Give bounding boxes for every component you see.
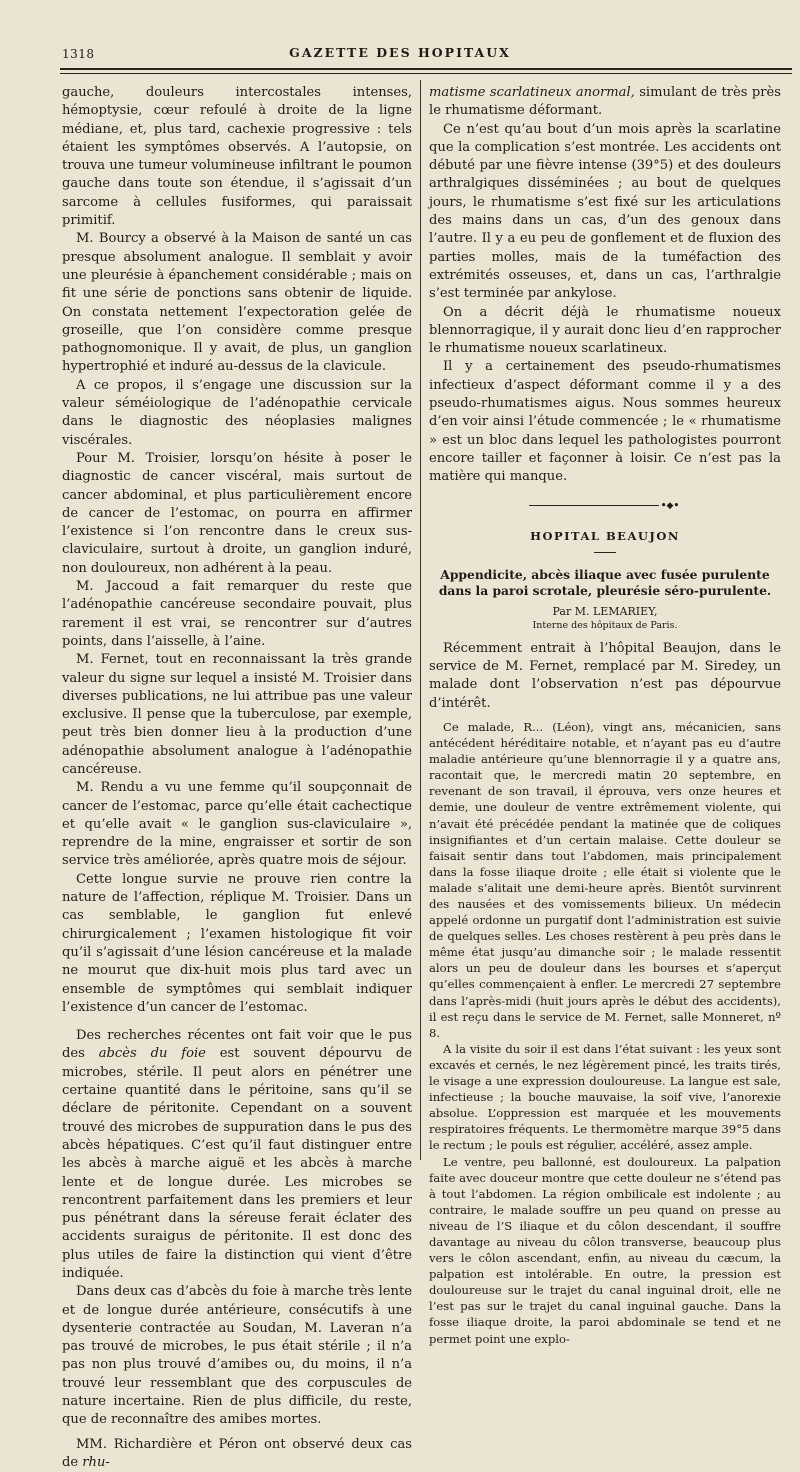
separator-ornament-icon: •◆• — [660, 500, 680, 511]
paragraph: A ce propos, il s’engage une discussion sur la valeur séméiologique de l’adénopathie cervicale dans le diagnostic des néoplasies malignes viscérales. — [62, 377, 412, 448]
paragraph: Ce malade, R... (Léon), vingt ans, mécanicien, sans antécédent héréditaire notable, et n’ayant pas eu d’autre maladie antérieure qu’une blennorragie il y a quatre ans, racontait que, le mercredi matin 20 septembre, en revenant de son travail, il éprouva, vers onze heures et demie, une douleur de ventre extrêmement violente, qui n’avait été précédée pendant la matinée que de coliques insignifiantes et d’un certain malaise. Cette douleur se faisait sentir dans tout l’abdomen, mais principalement dans la fosse iliaque droite ; elle était si violente que le malade s’alitait une demi-heure après. Bientôt survinrent des nausées et des vomissements bilieux. Un médecin appelé ordonne un purgatif dont l’administration est suivie de quelques selles. Les choses restèrent à peu près dans le même état jusqu’au dimanche soir ; le malade ressentit alors un peu de douleur dans les bourses et s’aperçut qu’elles commençaient à enfler. Le mercredi 27 septembre dans l’après-midi (huit jours après le début des accidents), il est reçu dans le service de M. Fernet, salle Monneret, nº 8. — [429, 719, 781, 1040]
paragraph: Dans deux cas d’abcès du foie à marche très lente et de longue durée antérieure, consécutifs à une dysenterie contractée au Soudan, M. Laveran n’a pas trouvé de microbes, le pus était stérile ; il n’a pas non plus trouvé d’amibes ou, du moins, il n’a trouvé leur ressemblant que des corpuscules de nature incertaine. Rien de plus difficile, du reste, que de reconnaître des amibes mortes. — [62, 1284, 412, 1428]
paragraph: Il y a certainement des pseudo-rhumatismes infectieux d’aspect déformant comme il y a des pseudo-rhumatismes aigus. Nous sommes heureux d’en voir ainsi l’étude commencée ; le « rhumatisme » est un bloc dans lequel les pathologistes pourront encore tailler et façonner à loisir. Ce n’est pas la matière qui manque. — [429, 359, 781, 485]
paragraph: Le ventre, peu ballonné, est douloureux. La palpation faite avec douceur montre que cette douleur ne s’étend pas à tout l’abdomen. La région ombilicale est indolente ; au contraire, le malade souffre un peu quand on presse au niveau de l’S iliaque et du côlon descendant, il souffre davantage au niveau du côlon transverse, beaucoup plus vers le côlon ascendant, enfin, au niveau du cæcum, la palpation est intolérable. En outre, la pression est douloureuse sur le trajet du canal inguinal droit, elle ne l’est pas sur le trajet du canal inguinal gauche. Dans la fosse iliaque droite, la paroi abdominale se tend et ne permet point une explo- — [429, 1154, 781, 1346]
author-affiliation: Interne des hôpitaux de Paris. — [532, 619, 678, 631]
section-separator — [429, 497, 781, 516]
italic-term: rhu- — [82, 1454, 110, 1470]
paragraph-gap — [62, 1017, 412, 1027]
paragraph: Pour M. Troisier, lorsqu’on hésite à poser le diagnostic de cancer viscéral, mais surtout de cancer abdominal, et plus particulièrement encore de cancer de l’estomac, on pourra en affirmer l’existence si l’on rencontre dans le creux sus-claviculaire, surtout à droite, un ganglion induré, non douloureux, non adhérent à la peau. — [62, 450, 412, 576]
paragraph: Cette longue survie ne prouve rien contre la nature de l’affection, réplique M. Troisier. Dans un cas semblable, le ganglion fut enlevé chirurgicalement ; l’examen histologique fit voir qu’il s’agissait d’une lésion cancéreuse et la malade ne mourut que dix-huit mois plus tard avec un ensemble de symptômes qui semblait indiquer l’existence d’un cancer de l’estomac. — [62, 871, 412, 1015]
heading-rule — [594, 552, 616, 553]
paragraph — [62, 1027, 412, 1283]
text-run: simulant de très près le rhumatisme déformant. — [429, 85, 781, 119]
separator-line — [529, 505, 659, 506]
header-rule-thick — [60, 68, 792, 70]
italic-term: abcès du foie — [98, 1046, 206, 1062]
section-heading: HOPITAL BEAUJON — [530, 529, 680, 544]
article-title: Appendicite, abcès iliaque avec fusée purulente dans la paroi scrotale, pleurésie séro-purulente. — [438, 566, 772, 598]
page-number: 1318 — [62, 47, 95, 61]
left-column — [62, 84, 412, 1472]
paragraph: Récemment entrait à l’hôpital Beaujon, dans le service de M. Fernet, remplacé par M. Siredey, un malade dont l’observation n’est pas dépourvue d’intérêt. — [429, 640, 781, 711]
paragraph: M. Bourcy a observé à la Maison de santé un cas presque absolument analogue. Il semblait y avoir une pleurésie à épanchement considérable ; mais on fit une série de ponctions sans obtenir de liquide. On constata nettement l’expectoration gelée de groseille, que l’on considère comme presque pathognomonique. Il y avait, de plus, un ganglion hypertrophié et induré au-dessus de la clavicule. — [62, 231, 412, 375]
paragraph: A la visite du soir il est dans l’état suivant : les yeux sont excavés et cernés, le nez légèrement pincé, les traits tirés, le visage a une expression douloureuse. La langue est sale, infectieuse ; la bouche mauvaise, la soif vive, l’anorexie absolue. L’oppression est marquée et les mouvements respiratoires fréquents. Le thermomètre marque 39°5 dans le rectum ; le pouls est régulier, accéléré, assez ample. — [429, 1041, 781, 1153]
paragraph: M. Rendu a vu une femme qu’il soupçonnait de cancer de l’estomac, parce qu’elle était cachectique et qu’elle avait « le ganglion sus-claviculaire », reprendre de la mine, engraisser et sortir de son service très améliorée, après quatre mois de séjour. — [62, 780, 412, 869]
text-run: est souvent dépourvu de microbes, stérile. Il peut alors en pénétrer une certaine quantité dans le péritoine, sans qu’il se déclare de péritonite. Cependant on a souvent trouvé des microbes de suppuration dans le pus des abcès hépatiques. C’est qu’il faut distinguer entre les abcès à marche aiguë et les abcès à marche lente et de longue durée. Les microbes se rencontrent parfaitement dans les premiers et leur pus pénétrant dans la séreuse ferait éclater des accidents suraigus de péritonite. Il est donc des plus utiles de faire la distinction qui vient d’être indiquée. — [62, 1046, 412, 1281]
column-divider — [420, 80, 421, 1160]
paragraph: On a décrit déjà le rhumatisme noueux blennorragique, il y aurait donc lieu d’en rapprocher le rhumatisme noueux scarlatineux. — [429, 304, 781, 357]
paragraph: Ce n’est qu’au bout d’un mois après la scarlatine que la complication s’est montrée. Les accidents ont débuté par une fièvre intense (39°5) et des douleurs arthralgiques disséminées ; au bout de quelques jours, le rhumatisme s’est fixé sur les articulations des mains dans un cas, d’un des genoux dans l’autre. Il y a eu peu de gonflement et de fluxion des parties molles, mais de la tuméfaction des extrémités osseuses, et, dans un cas, l’arthralgie s’est terminée par ankylose. — [429, 121, 781, 302]
paragraph — [62, 1436, 412, 1472]
byline: Par M. LEMARIEY, — [552, 604, 658, 618]
text-run: Des recherches récentes ont fait voir que le pus des — [62, 1028, 412, 1062]
paragraph — [429, 84, 781, 121]
right-column — [429, 84, 781, 1347]
paragraph: M. Fernet, tout en reconnaissant la très grande valeur du signe sur lequel a insisté M. Troisier dans diverses publications, ne lui attribue pas une valeur exclusive. Il pense que la tuberculose, par exemple, peut très bien donner lieu à la production d’une adénopathie absolument analogue à l’adénopathie cancéreuse. — [62, 652, 412, 777]
paragraph: M. Jaccoud a fait remarquer du reste que l’adénopathie cancéreuse secondaire pouvait, plus rarement il est vrai, se rencontrer sur d’autres points, dans l’aisselle, à l’aine. — [62, 579, 412, 649]
italic-term: matisme scarlatineux anormal, — [429, 85, 635, 100]
running-title: GAZETTE DES HOPITAUX — [289, 45, 511, 60]
header-rule-thin — [60, 73, 792, 74]
text-run: MM. Richardière et Péron ont observé deux cas de — [62, 1436, 412, 1470]
paragraph: gauche, douleurs intercostales intenses, hémoptysie, cœur refoulé à droite de la ligne médiane, et, plus tard, cachexie progressive : tels étaient les symptômes observés. A l’autopsie, on trouva une tumeur volumineuse infiltrant le poumon gauche dans toute son étendue, il s’agissait d’un sarcome à cellules fusiformes, qui paraissait primitif. — [62, 85, 412, 229]
